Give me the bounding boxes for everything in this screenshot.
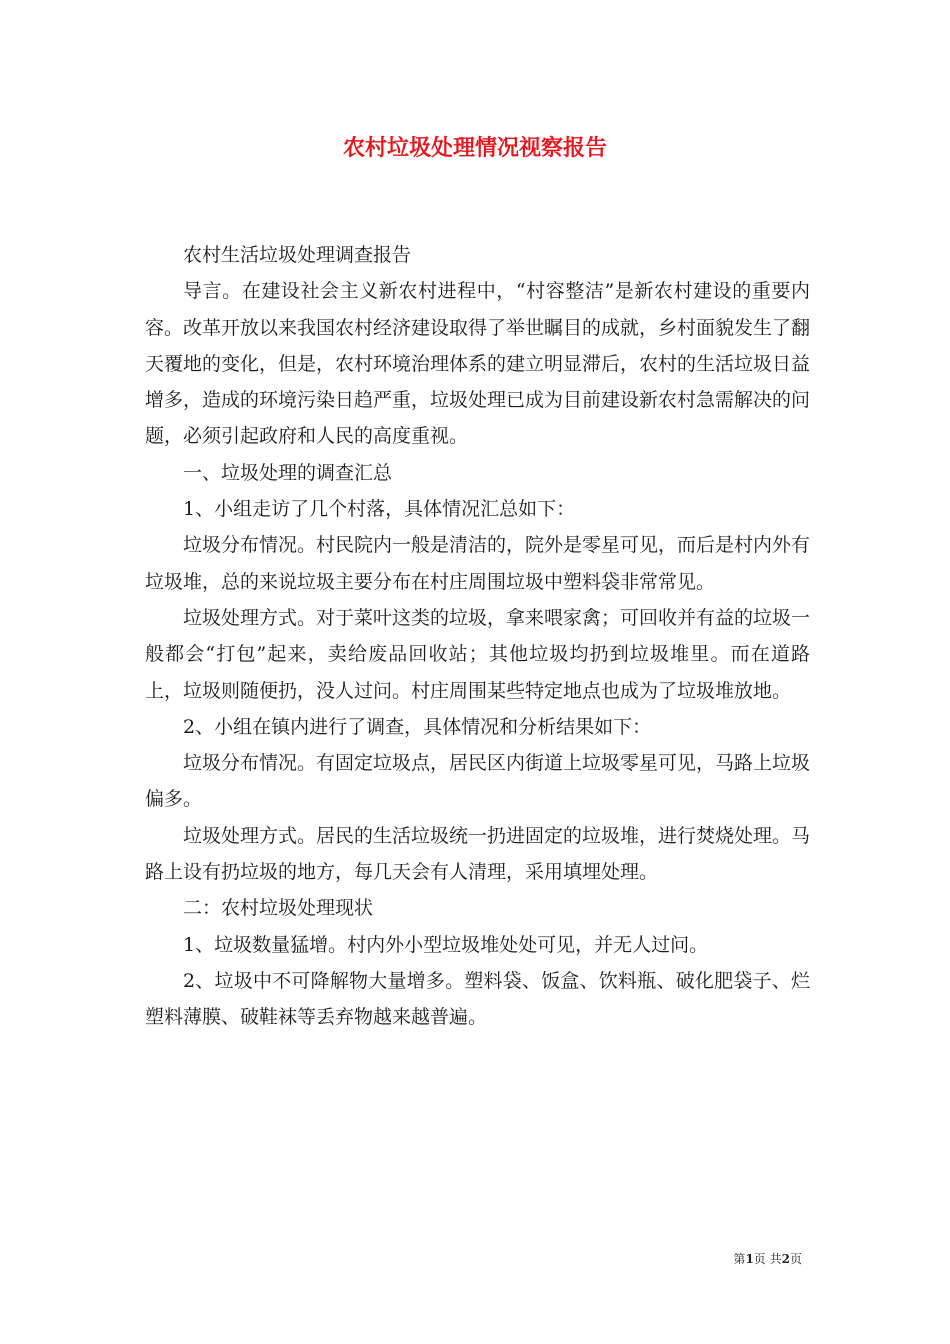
paragraph-village-survey: 1、小组走访了几个村落，具体情况汇总如下： [183,498,576,521]
footer-middle: 页 共 [753,1252,782,1266]
paragraph-introduction: 导言。在建设社会主义新农村进程中，“村容整洁”是新农村建设的重要内容。改革开放以来我国农村经济建设取得了举世瞩目的成就，乡村面貌发生了翻天覆地的变化，但是，农村环境治理体系的建立明显滞后，农村的生活垃圾日益增多，造成的环境污染日趋严重，垃圾处理已成为目前建设新农村急需解决的问题，必须引起政府和人民的高度重视。 [145,280,811,448]
document-body [145,237,810,1036]
footer-suffix: 页 [789,1252,802,1266]
footer-current-page: 1 [745,1252,754,1266]
footer-prefix: 第 [733,1252,746,1266]
paragraph-town-survey: 2、小组在镇内进行了调查，具体情况和分析结果如下： [183,715,652,738]
paragraph-village-disposal: 垃圾处理方式。对于菜叶这类的垃圾，拿来喂家禽；可回收并有益的垃圾一般都会“打包”起来，卖给废品回收站；其他垃圾均扔到垃圾堆里。而在道路上，垃圾则随便扔，没人过问。村庄周围某些特定地点也成为了垃圾堆放地。 [145,606,811,702]
document-title: 农村垃圾处理情况视察报告 [342,135,607,161]
paragraph-town-disposal: 垃圾处理方式。居民的生活垃圾统一扔进固定的垃圾堆，进行焚烧处理。马路上设有扔垃圾的地方，每几天会有人清理，采用填埋处理。 [145,824,811,884]
section-heading-current-status: 二：农村垃圾处理现状 [183,897,374,920]
section-heading-survey-summary: 一、垃圾处理的调查汇总 [183,461,393,484]
paragraph-status-non-degradable: 2、垃圾中不可降解物大量增多。塑料袋、饭盒、饮料瓶、破化肥袋子、烂塑料薄膜、破鞋袜等丢弃物越来越普遍。 [145,969,810,1029]
paragraph-subtitle: 农村生活垃圾处理调查报告 [183,244,412,266]
footer-total-pages: 2 [781,1252,790,1266]
page-number-footer [733,1250,802,1268]
paragraph-town-distribution: 垃圾分布情况。有固定垃圾点，居民区内街道上垃圾零星可见，马路上垃圾偏多。 [145,752,811,811]
paragraph-status-quantity: 1、垃圾数量猛增。村内外小型垃圾堆处处可见，并无人过问。 [183,933,709,956]
paragraph-village-distribution: 垃圾分布情况。村民院内一般是清洁的，院外是零星可见，而后是村内外有垃圾堆，总的来说垃圾主要分布在村庄周围垃圾中塑料袋非常常见。 [145,534,811,593]
